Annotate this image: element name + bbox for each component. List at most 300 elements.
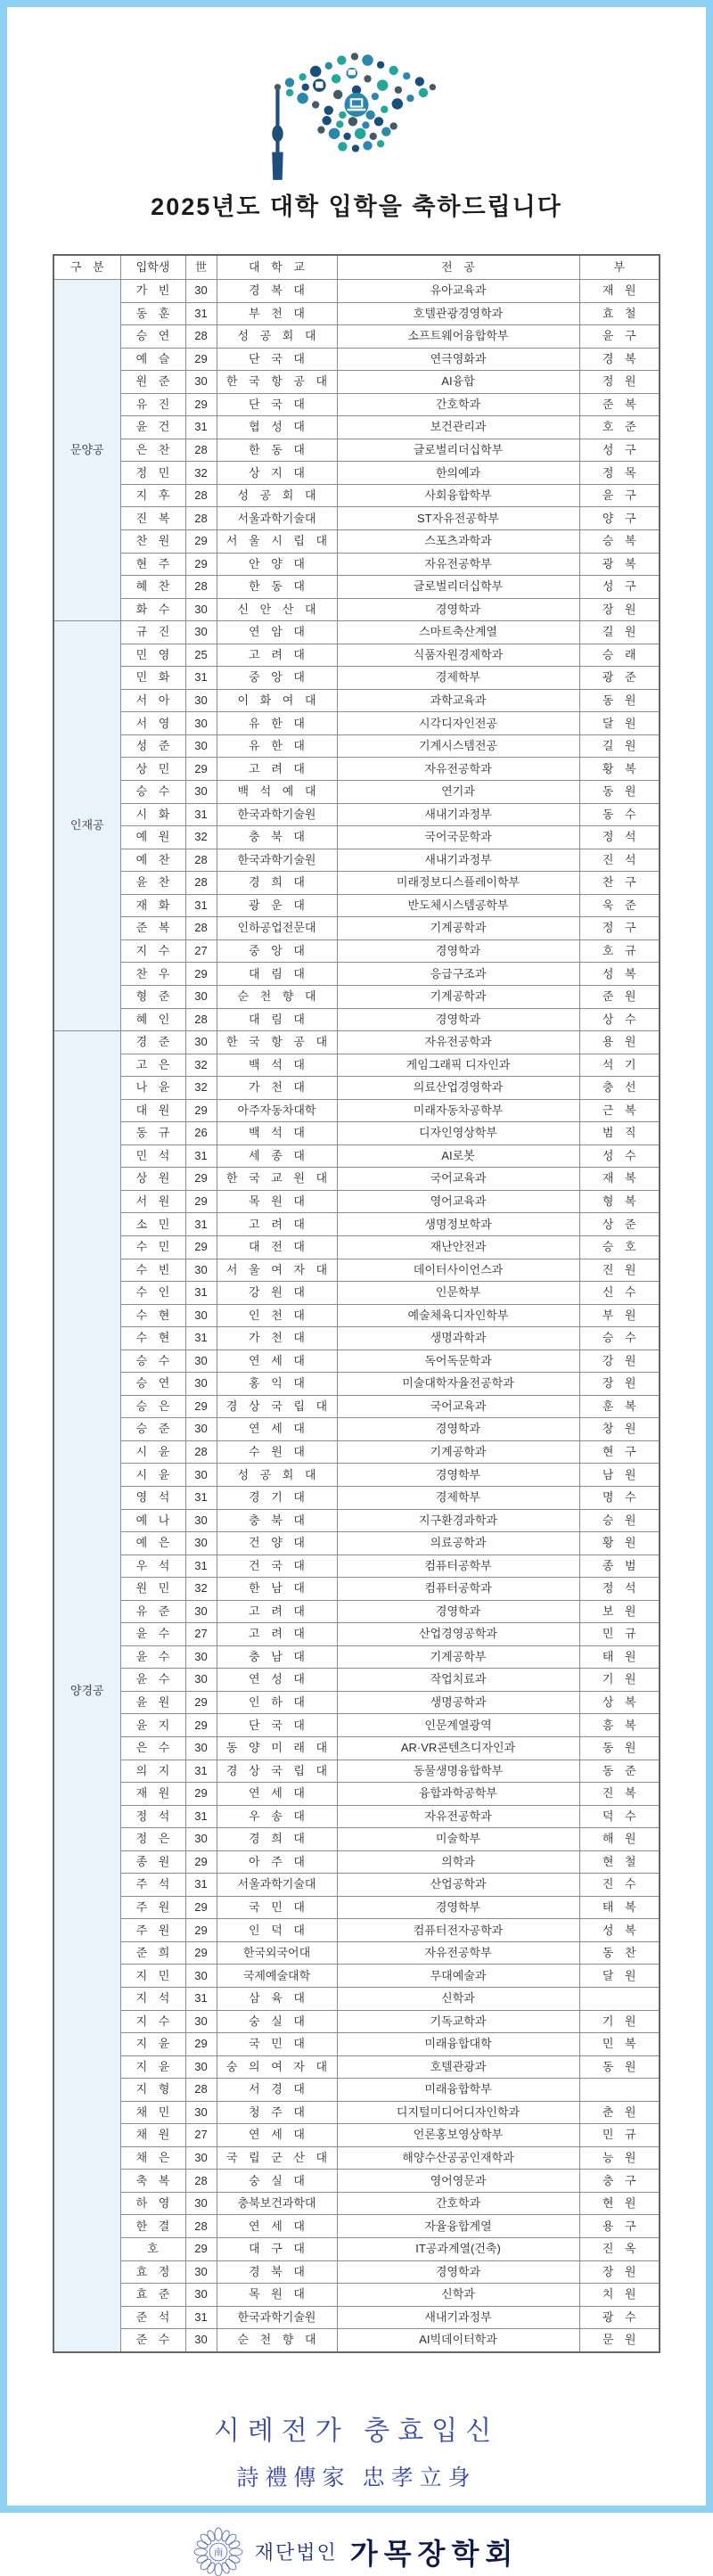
university-cell: 국 립 군 산 대 bbox=[217, 2146, 337, 2170]
age-cell: 29 bbox=[185, 348, 217, 371]
university-cell: 서 경 대 bbox=[217, 2079, 337, 2102]
age-cell: 29 bbox=[185, 1395, 217, 1418]
age-cell: 30 bbox=[185, 2260, 217, 2284]
table-row bbox=[53, 371, 660, 394]
major-cell: 새내기과정부 bbox=[337, 803, 579, 826]
major-cell: 경영학과 bbox=[337, 1008, 579, 1031]
student-name-cell: 소 민 bbox=[120, 1213, 185, 1236]
father-name-cell: 찬 구 bbox=[579, 872, 660, 895]
table-row bbox=[53, 1645, 660, 1669]
age-cell: 29 bbox=[185, 553, 217, 576]
father-name-cell: 동 찬 bbox=[579, 1941, 660, 1965]
father-name-cell: 민 규 bbox=[579, 2124, 660, 2147]
father-name-cell: 황 원 bbox=[579, 1532, 660, 1555]
foundation-prefix: 재단법인 bbox=[254, 2541, 338, 2564]
major-cell: 경영학과 bbox=[337, 598, 579, 621]
father-name-cell: 정 원 bbox=[579, 371, 660, 394]
student-name-cell: 형 준 bbox=[120, 985, 185, 1008]
major-cell: 해양수산공공인재학과 bbox=[337, 2146, 579, 2170]
student-name-cell: 윤 찬 bbox=[120, 872, 185, 895]
age-cell: 30 bbox=[185, 2284, 217, 2307]
major-cell: 영어교육과 bbox=[337, 1190, 579, 1213]
major-cell: 기계공학과 bbox=[337, 985, 579, 1008]
age-cell: 29 bbox=[185, 1896, 217, 1919]
father-name-cell: 승 래 bbox=[579, 644, 660, 667]
father-name-cell: 민 규 bbox=[579, 1623, 660, 1646]
university-cell: 충 북 대 bbox=[217, 826, 337, 849]
major-cell: 자유전공학과 bbox=[337, 1805, 579, 1828]
major-cell: 미래자동차공학부 bbox=[337, 1099, 579, 1122]
age-cell: 30 bbox=[185, 689, 217, 712]
major-cell: 기계공학부 bbox=[337, 1645, 579, 1669]
father-name-cell: 명 수 bbox=[579, 1486, 660, 1509]
father-name-cell: 호 준 bbox=[579, 416, 660, 439]
father-name-cell: 강 원 bbox=[579, 1350, 660, 1373]
age-cell: 30 bbox=[185, 1737, 217, 1760]
university-cell: 한국과학기술원 bbox=[217, 803, 337, 826]
father-name-cell: 충 구 bbox=[579, 2170, 660, 2193]
table-row bbox=[53, 621, 660, 644]
table-row bbox=[53, 1122, 660, 1145]
table-row bbox=[53, 1669, 660, 1692]
table-row bbox=[53, 462, 660, 485]
table-row bbox=[53, 1190, 660, 1213]
header-student: 입학생 bbox=[120, 255, 185, 280]
student-name-cell: 은 수 bbox=[120, 1737, 185, 1760]
father-name-cell: 민 복 bbox=[579, 2033, 660, 2056]
age-cell: 29 bbox=[185, 1099, 217, 1122]
table-row bbox=[53, 1714, 660, 1737]
university-cell: 목 원 대 bbox=[217, 1190, 337, 1213]
group-label: 인재공 bbox=[53, 621, 120, 1031]
age-cell: 28 bbox=[185, 2215, 217, 2238]
university-cell: 숭 실 대 bbox=[217, 2170, 337, 2193]
foundation-name: 가목장학회 bbox=[349, 2537, 520, 2570]
student-name-cell: 지 수 bbox=[120, 2010, 185, 2033]
age-cell: 29 bbox=[185, 1783, 217, 1806]
father-name-cell: 윤 구 bbox=[579, 484, 660, 507]
table-row bbox=[53, 1099, 660, 1122]
age-cell: 29 bbox=[185, 2033, 217, 2056]
university-cell: 한 국 항 공 대 bbox=[217, 371, 337, 394]
student-name-cell: 동 훈 bbox=[120, 302, 185, 325]
student-name-cell: 수 인 bbox=[120, 1282, 185, 1305]
father-name-cell: 상 수 bbox=[579, 1008, 660, 1031]
student-name-cell: 윤 건 bbox=[120, 416, 185, 439]
major-cell: 미술학부 bbox=[337, 1828, 579, 1851]
table-row bbox=[53, 2101, 660, 2124]
table-row bbox=[53, 1168, 660, 1191]
student-name-cell: 승 연 bbox=[120, 325, 185, 349]
major-cell: 데이터사이언스과 bbox=[337, 1259, 579, 1282]
student-name-cell: 윤 수 bbox=[120, 1669, 185, 1692]
table-row bbox=[53, 644, 660, 667]
university-cell: 고 려 대 bbox=[217, 644, 337, 667]
table-row bbox=[53, 2124, 660, 2147]
student-name-cell: 영 석 bbox=[120, 1486, 185, 1509]
student-name-cell: 찬 원 bbox=[120, 530, 185, 554]
table-row bbox=[53, 2260, 660, 2284]
father-name-cell: 재 복 bbox=[579, 1168, 660, 1191]
university-cell: 연 세 대 bbox=[217, 1350, 337, 1373]
student-name-cell: 시 윤 bbox=[120, 1440, 185, 1464]
student-name-cell: 승 수 bbox=[120, 1350, 185, 1373]
table-row bbox=[53, 917, 660, 940]
father-name-cell: 동 원 bbox=[579, 1737, 660, 1760]
university-cell: 서울과학기술대 bbox=[217, 1874, 337, 1897]
student-name-cell: 현 주 bbox=[120, 553, 185, 576]
table-row bbox=[53, 576, 660, 599]
student-name-cell: 주 원 bbox=[120, 1896, 185, 1919]
university-cell: 연 세 대 bbox=[217, 2124, 337, 2147]
major-cell: 디지털미디어디자인학과 bbox=[337, 2101, 579, 2124]
university-cell: 홍 익 대 bbox=[217, 1373, 337, 1396]
student-name-cell: 정 민 bbox=[120, 462, 185, 485]
father-name-cell: 충 선 bbox=[579, 1077, 660, 1100]
age-cell: 28 bbox=[185, 484, 217, 507]
age-cell: 29 bbox=[185, 1190, 217, 1213]
age-cell: 29 bbox=[185, 2238, 217, 2261]
major-cell: 예술체육디자인학부 bbox=[337, 1304, 579, 1327]
table-row bbox=[53, 2329, 660, 2352]
father-name-cell: 재 원 bbox=[579, 280, 660, 303]
father-name-cell: 석 기 bbox=[579, 1054, 660, 1077]
student-name-cell: 진 복 bbox=[120, 507, 185, 530]
university-cell: 신 안 산 대 bbox=[217, 598, 337, 621]
major-cell: 유아교육과 bbox=[337, 280, 579, 303]
university-cell: 국제예술대학 bbox=[217, 1965, 337, 1988]
student-name-cell: 수 현 bbox=[120, 1327, 185, 1350]
university-cell: 백 석 대 bbox=[217, 1122, 337, 1145]
table-row bbox=[53, 1896, 660, 1919]
age-cell: 28 bbox=[185, 2170, 217, 2193]
student-name-cell: 시 화 bbox=[120, 803, 185, 826]
graduation-cap-icon bbox=[254, 48, 459, 182]
father-name-cell: 성 복 bbox=[579, 963, 660, 986]
student-name-cell: 윤 수 bbox=[120, 1645, 185, 1669]
table-row bbox=[53, 2079, 660, 2102]
father-name-cell: 동 원 bbox=[579, 781, 660, 804]
major-cell: 소프트웨어융합학부 bbox=[337, 325, 579, 349]
major-cell: 산업경영공학과 bbox=[337, 1623, 579, 1646]
father-name-cell: 승 복 bbox=[579, 530, 660, 554]
table-row bbox=[53, 1850, 660, 1874]
motto-korean: 시례전가 충효입신 bbox=[213, 2416, 500, 2446]
university-cell: 아주자동차대학 bbox=[217, 1099, 337, 1122]
age-cell: 28 bbox=[185, 872, 217, 895]
university-cell: 중 앙 대 bbox=[217, 939, 337, 963]
major-cell: 신학과 bbox=[337, 2284, 579, 2307]
father-name-cell: 훈 복 bbox=[579, 1395, 660, 1418]
student-name-cell: 민 석 bbox=[120, 1144, 185, 1168]
university-cell: 한 동 대 bbox=[217, 439, 337, 462]
table-row bbox=[53, 1783, 660, 1806]
student-name-cell: 윤 지 bbox=[120, 1714, 185, 1737]
father-name-cell: 장 원 bbox=[579, 1373, 660, 1396]
father-name-cell: 광 수 bbox=[579, 2306, 660, 2329]
age-cell: 30 bbox=[185, 712, 217, 735]
admissions-table bbox=[53, 254, 660, 2353]
student-name-cell: 시 윤 bbox=[120, 1464, 185, 1487]
university-cell: 연 세 대 bbox=[217, 1783, 337, 1806]
age-cell: 27 bbox=[185, 1623, 217, 1646]
header-group: 구 분 bbox=[53, 255, 120, 280]
table-row bbox=[53, 1327, 660, 1350]
major-cell: 간호학과 bbox=[337, 2192, 579, 2215]
age-cell: 31 bbox=[185, 1144, 217, 1168]
major-cell: 국어국문학과 bbox=[337, 826, 579, 849]
age-cell: 25 bbox=[185, 644, 217, 667]
father-name-cell: 동 준 bbox=[579, 1760, 660, 1783]
major-cell: 과학교육과 bbox=[337, 689, 579, 712]
university-cell: 성 공 회 대 bbox=[217, 484, 337, 507]
university-cell: 순 천 향 대 bbox=[217, 985, 337, 1008]
father-name-cell: 동 원 bbox=[579, 2055, 660, 2079]
university-cell: 우 송 대 bbox=[217, 1805, 337, 1828]
university-cell: 한 동 대 bbox=[217, 576, 337, 599]
university-cell: 아 주 대 bbox=[217, 1850, 337, 1874]
major-cell: 경영학과 bbox=[337, 2260, 579, 2284]
university-cell: 단 국 대 bbox=[217, 1714, 337, 1737]
age-cell: 30 bbox=[185, 621, 217, 644]
major-cell: 의학과 bbox=[337, 1850, 579, 1874]
father-name-cell: 길 원 bbox=[579, 734, 660, 758]
table-row bbox=[53, 1578, 660, 1601]
table-row bbox=[53, 1965, 660, 1988]
university-cell: 광 운 대 bbox=[217, 894, 337, 917]
age-cell: 31 bbox=[185, 803, 217, 826]
university-cell: 건 양 대 bbox=[217, 1532, 337, 1555]
father-name-cell: 정 석 bbox=[579, 826, 660, 849]
header-major: 전 공 bbox=[337, 255, 579, 280]
age-cell: 29 bbox=[185, 530, 217, 554]
table-row bbox=[53, 416, 660, 439]
seal-glyph: 南 bbox=[213, 2547, 224, 2558]
university-cell: 고 려 대 bbox=[217, 758, 337, 781]
table-row bbox=[53, 712, 660, 735]
father-name-cell: 효 철 bbox=[579, 302, 660, 325]
father-name-cell: 준 복 bbox=[579, 393, 660, 416]
age-cell: 31 bbox=[185, 894, 217, 917]
table-row bbox=[53, 1440, 660, 1464]
major-cell: IT공과계열(건축) bbox=[337, 2238, 579, 2261]
major-cell: 미래융합대학 bbox=[337, 2033, 579, 2056]
student-name-cell: 채 은 bbox=[120, 2146, 185, 2170]
father-name-cell: 현 철 bbox=[579, 1850, 660, 1874]
university-cell: 인 천 대 bbox=[217, 1304, 337, 1327]
university-cell: 대 구 대 bbox=[217, 2238, 337, 2261]
major-cell: 융합과학공학부 bbox=[337, 1783, 579, 1806]
father-name-cell: 부 원 bbox=[579, 1304, 660, 1327]
age-cell: 30 bbox=[185, 985, 217, 1008]
university-cell: 수 원 대 bbox=[217, 1440, 337, 1464]
university-cell: 연 암 대 bbox=[217, 621, 337, 644]
student-name-cell: 준 복 bbox=[120, 917, 185, 940]
student-name-cell: 효 정 bbox=[120, 2260, 185, 2284]
table-row bbox=[53, 734, 660, 758]
university-cell: 경 상 국 립 대 bbox=[217, 1760, 337, 1783]
student-name-cell: 지 민 bbox=[120, 1965, 185, 1988]
foundation-line bbox=[7, 2528, 706, 2576]
student-name-cell: 서 영 bbox=[120, 712, 185, 735]
father-name-cell: 광 준 bbox=[579, 667, 660, 690]
table-row bbox=[53, 2215, 660, 2238]
table-row bbox=[53, 1874, 660, 1897]
table-row bbox=[53, 598, 660, 621]
university-cell: 삼 육 대 bbox=[217, 1988, 337, 2011]
university-cell: 충 북 대 bbox=[217, 1509, 337, 1532]
university-cell: 대 림 대 bbox=[217, 963, 337, 986]
father-name-cell: 양 구 bbox=[579, 507, 660, 530]
major-cell: 자유전공학과 bbox=[337, 758, 579, 781]
table-row bbox=[53, 1464, 660, 1487]
table-row bbox=[53, 2170, 660, 2193]
father-name-cell bbox=[579, 2079, 660, 2102]
university-cell: 가 천 대 bbox=[217, 1077, 337, 1100]
university-cell: 국 민 대 bbox=[217, 1896, 337, 1919]
university-cell: 경 상 국 립 대 bbox=[217, 1395, 337, 1418]
father-name-cell: 치 원 bbox=[579, 2284, 660, 2307]
student-name-cell: 동 규 bbox=[120, 1122, 185, 1145]
father-name-cell: 진 수 bbox=[579, 1874, 660, 1897]
father-name-cell: 상 복 bbox=[579, 1691, 660, 1714]
major-cell: 새내기과정부 bbox=[337, 849, 579, 872]
age-cell: 31 bbox=[185, 1805, 217, 1828]
father-name-cell: 해 원 bbox=[579, 1828, 660, 1851]
father-name-cell: 상 준 bbox=[579, 1213, 660, 1236]
age-cell: 30 bbox=[185, 1532, 217, 1555]
major-cell: 새내기과정부 bbox=[337, 2306, 579, 2329]
university-cell: 순 천 향 대 bbox=[217, 2329, 337, 2352]
father-name-cell: 범 직 bbox=[579, 1122, 660, 1145]
table-row bbox=[53, 1259, 660, 1282]
age-cell: 31 bbox=[185, 1327, 217, 1350]
father-name-cell bbox=[579, 1988, 660, 2011]
table-row bbox=[53, 872, 660, 895]
table-row bbox=[53, 530, 660, 554]
father-name-cell: 승 호 bbox=[579, 1235, 660, 1259]
age-cell: 28 bbox=[185, 849, 217, 872]
father-name-cell: 승 원 bbox=[579, 1509, 660, 1532]
table-row bbox=[53, 1395, 660, 1418]
age-cell: 28 bbox=[185, 325, 217, 349]
university-cell: 고 려 대 bbox=[217, 1600, 337, 1623]
table-row bbox=[53, 1235, 660, 1259]
major-cell: 지구환경과학과 bbox=[337, 1509, 579, 1532]
father-name-cell: 형 복 bbox=[579, 1190, 660, 1213]
father-name-cell: 태 복 bbox=[579, 1896, 660, 1919]
table-row bbox=[53, 1532, 660, 1555]
age-cell: 32 bbox=[185, 1578, 217, 1601]
major-cell: 미술대학자율전공학과 bbox=[337, 1373, 579, 1396]
father-name-cell: 동 원 bbox=[579, 689, 660, 712]
age-cell: 29 bbox=[185, 1714, 217, 1737]
father-name-cell: 진 옥 bbox=[579, 2238, 660, 2261]
father-name-cell: 진 석 bbox=[579, 849, 660, 872]
father-name-cell: 보 원 bbox=[579, 1600, 660, 1623]
student-name-cell: 예 슬 bbox=[120, 348, 185, 371]
age-cell: 28 bbox=[185, 576, 217, 599]
university-cell: 숭 의 여 자 대 bbox=[217, 2055, 337, 2079]
age-cell: 31 bbox=[185, 302, 217, 325]
father-name-cell: 동 수 bbox=[579, 803, 660, 826]
student-name-cell: 민 화 bbox=[120, 667, 185, 690]
age-cell: 31 bbox=[185, 2306, 217, 2329]
student-name-cell: 윤 원 bbox=[120, 1691, 185, 1714]
major-cell: 산업공학과 bbox=[337, 1874, 579, 1897]
motto-hanja: 詩禮傳家 忠孝立身 bbox=[236, 2465, 477, 2490]
father-name-cell: 정 석 bbox=[579, 1578, 660, 1601]
student-name-cell: 축 복 bbox=[120, 2170, 185, 2193]
major-cell: 글로벌리더십학부 bbox=[337, 576, 579, 599]
age-cell: 30 bbox=[185, 1509, 217, 1532]
student-name-cell: 의 지 bbox=[120, 1760, 185, 1783]
foundation-seal-icon bbox=[194, 2528, 242, 2576]
table-row bbox=[53, 1213, 660, 1236]
university-cell: 한국외국어대 bbox=[217, 1941, 337, 1965]
age-cell: 31 bbox=[185, 1282, 217, 1305]
major-cell: AI로봇 bbox=[337, 1144, 579, 1168]
age-cell: 29 bbox=[185, 1941, 217, 1965]
university-cell: 충 남 대 bbox=[217, 1645, 337, 1669]
father-name-cell: 흥 복 bbox=[579, 1714, 660, 1737]
major-cell: 보건관리과 bbox=[337, 416, 579, 439]
university-cell: 성 공 회 대 bbox=[217, 1464, 337, 1487]
father-name-cell: 진 복 bbox=[579, 1783, 660, 1806]
age-cell: 32 bbox=[185, 462, 217, 485]
age-cell: 30 bbox=[185, 2192, 217, 2215]
age-cell: 30 bbox=[185, 1304, 217, 1327]
major-cell: 영어영문과 bbox=[337, 2170, 579, 2193]
table-row bbox=[53, 2306, 660, 2329]
student-name-cell: 효 준 bbox=[120, 2284, 185, 2307]
major-cell: ST자유전공학부 bbox=[337, 507, 579, 530]
father-name-cell: 정 구 bbox=[579, 917, 660, 940]
age-cell: 31 bbox=[185, 1874, 217, 1897]
father-name-cell: 태 원 bbox=[579, 1645, 660, 1669]
father-name-cell: 경 복 bbox=[579, 348, 660, 371]
university-cell: 고 려 대 bbox=[217, 1213, 337, 1236]
major-cell: 응급구조과 bbox=[337, 963, 579, 986]
age-cell: 30 bbox=[185, 1645, 217, 1669]
father-name-cell: 준 원 bbox=[579, 985, 660, 1008]
university-cell: 인 하 대 bbox=[217, 1691, 337, 1714]
table-row bbox=[53, 1509, 660, 1532]
age-cell: 28 bbox=[185, 2079, 217, 2102]
major-cell: 한의예과 bbox=[337, 462, 579, 485]
major-cell: 생명정보학과 bbox=[337, 1213, 579, 1236]
age-cell: 28 bbox=[185, 917, 217, 940]
age-cell: 30 bbox=[185, 1600, 217, 1623]
student-name-cell: 화 수 bbox=[120, 598, 185, 621]
major-cell: 스마트축산계열 bbox=[337, 621, 579, 644]
university-cell: 고 려 대 bbox=[217, 1623, 337, 1646]
university-cell: 목 원 대 bbox=[217, 2284, 337, 2307]
major-cell: 미래융합학부 bbox=[337, 2079, 579, 2102]
age-cell: 31 bbox=[185, 667, 217, 690]
university-cell: 한 남 대 bbox=[217, 1578, 337, 1601]
tassel bbox=[272, 89, 283, 180]
father-name-cell: 욱 준 bbox=[579, 894, 660, 917]
father-name-cell: 용 원 bbox=[579, 1031, 660, 1054]
major-cell: 컴퓨터공학부 bbox=[337, 1555, 579, 1578]
table-row bbox=[53, 1077, 660, 1100]
age-cell: 31 bbox=[185, 1213, 217, 1236]
student-name-cell: 승 준 bbox=[120, 1418, 185, 1441]
table-row bbox=[53, 2033, 660, 2056]
university-cell: 인하공업전문대 bbox=[217, 917, 337, 940]
age-cell: 29 bbox=[185, 1168, 217, 1191]
